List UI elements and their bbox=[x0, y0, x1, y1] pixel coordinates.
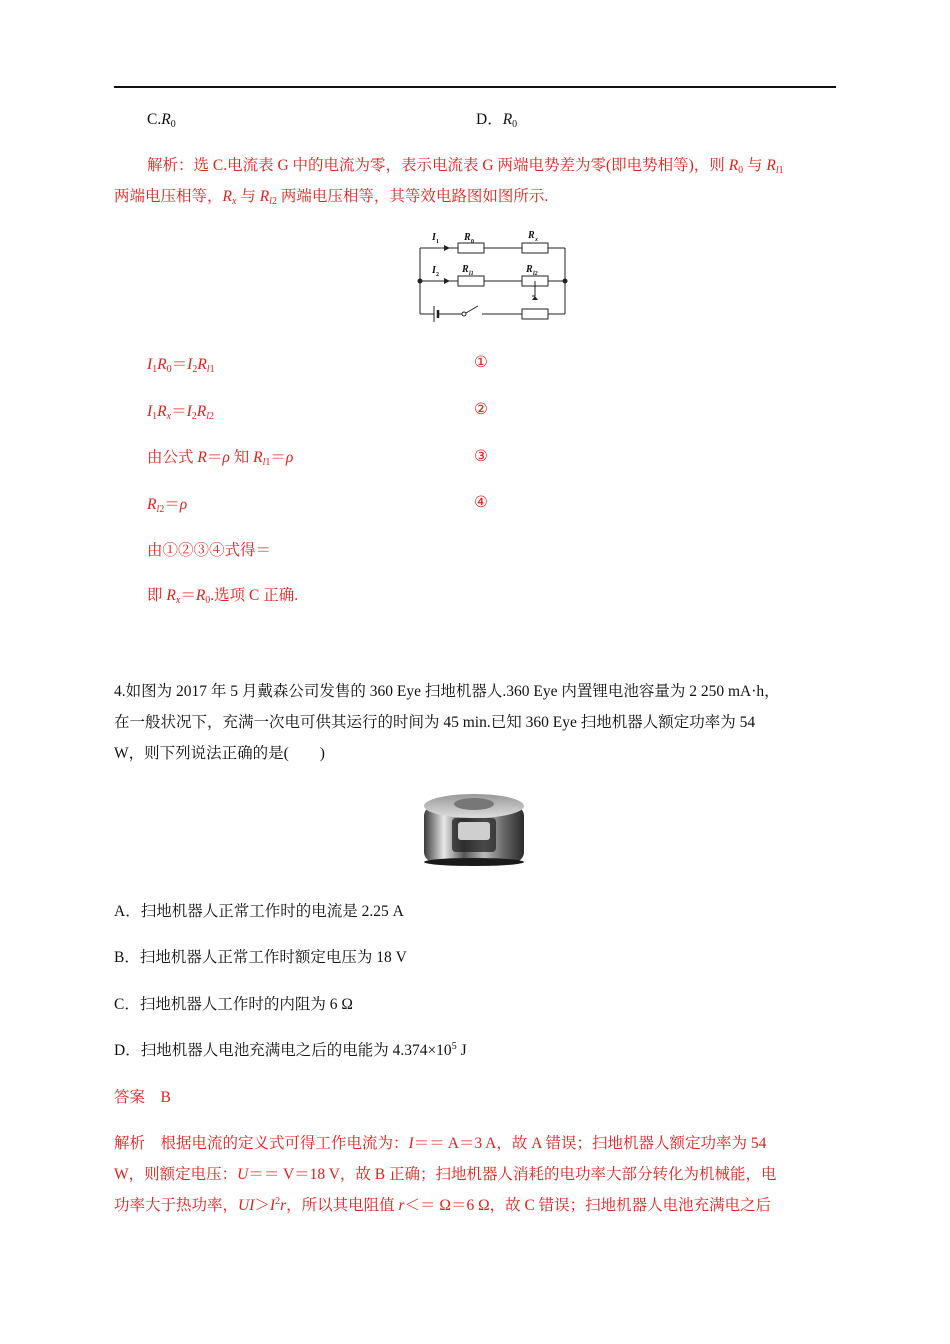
label-rl1: R bbox=[462, 264, 469, 275]
analysis2-line-2: W，则额定电压：U＝＝ V＝18 V，故 B 正确；扫地机器人消耗的电功率大部分转化为机械能，电 bbox=[114, 1166, 777, 1183]
label-r0: R bbox=[464, 232, 471, 243]
analysis-line-2: 两端电压相等，$R_x$ 与 $R_{l2}$ 两端电压相等，其等效电路图如图所示. bbox=[114, 188, 549, 207]
equation-3-marker: ③ bbox=[474, 448, 488, 465]
option-c: $C.R_0$ bbox=[147, 111, 176, 130]
equation-4: $R_{l2}=\rho$ bbox=[147, 496, 188, 515]
equation-2-marker: ② bbox=[474, 401, 488, 418]
equation-2: $I_1R_x=I_2R_{l2}$ bbox=[147, 403, 215, 422]
question-line-1: 4.如图为 2017 年 5 月戴森公司发售的 360 Eye 扫地机器人.360 Eye 内置锂电池容量为 2 250 mA·h， bbox=[114, 683, 780, 700]
equation-1: $I_1R_0=I_2R_{l1}$ bbox=[147, 356, 215, 375]
answer-line: 答案 B bbox=[114, 1089, 171, 1106]
label-i1: I bbox=[432, 232, 436, 243]
svg-text:2: 2 bbox=[436, 272, 439, 278]
derivation-line: 由①②③④式得＝ bbox=[147, 542, 272, 559]
conclusion-line: 即 $R_x=R_0$.选项 C 正确. bbox=[147, 587, 299, 606]
choice-a: A．扫地机器人正常工作时的电流是 2.25 A bbox=[114, 903, 404, 920]
choice-c: C．扫地机器人工作时的内阻为 6 Ω bbox=[114, 996, 353, 1013]
svg-text:l1: l1 bbox=[469, 271, 474, 277]
svg-text:x: x bbox=[535, 237, 538, 243]
label-i2: I bbox=[432, 265, 436, 276]
robot-vacuum-image bbox=[418, 788, 530, 868]
equation-1-marker: ① bbox=[474, 354, 488, 371]
question-line-2: 在一般状况下，充满一次电可供其运行的时间为 45 min.已知 360 Eye 扫地机器人额定功率为 54 bbox=[114, 714, 756, 731]
svg-text:0: 0 bbox=[471, 239, 474, 245]
equation-4-marker: ④ bbox=[474, 494, 488, 511]
analysis2-line-3: 功率大于热功率，$UI>I^2r$，所以其电阻值 r＜＝ Ω＝6 Ω，故 C 错误；扫地机器人电池充满电之后 bbox=[114, 1196, 772, 1214]
choice-d: D．扫地机器人电池充满电之后的电能为 $4.374\times 10^5$ J bbox=[114, 1041, 467, 1059]
svg-text:l2: l2 bbox=[533, 271, 538, 277]
header-rule bbox=[114, 86, 836, 88]
svg-text:1: 1 bbox=[436, 239, 439, 245]
label-rx: R bbox=[528, 230, 535, 241]
question-line-3: W，则下列说法正确的是( ) bbox=[114, 745, 325, 762]
equivalent-circuit-diagram bbox=[410, 226, 580, 330]
equation-3: 由公式 R＝ρ 知 $R_{l1}=\rho$ bbox=[147, 449, 294, 468]
analysis2-line-1: 解析 根据电流的定义式可得工作电流为：I＝＝ A＝3 A，故 A 错误；扫地机器人额定功率为 54 bbox=[114, 1135, 767, 1152]
analysis-line-1: 解析：选 C.电流表 G 中的电流为零，表示电流表 G 两端电势差为零(即电势相等)，则 $R_0$ 与 $R_{l1}$ bbox=[147, 157, 784, 176]
option-d: D．$R_0$ bbox=[476, 111, 518, 130]
label-rl2: R bbox=[526, 264, 533, 275]
choice-b: B．扫地机器人正常工作时额定电压为 18 V bbox=[114, 949, 407, 966]
